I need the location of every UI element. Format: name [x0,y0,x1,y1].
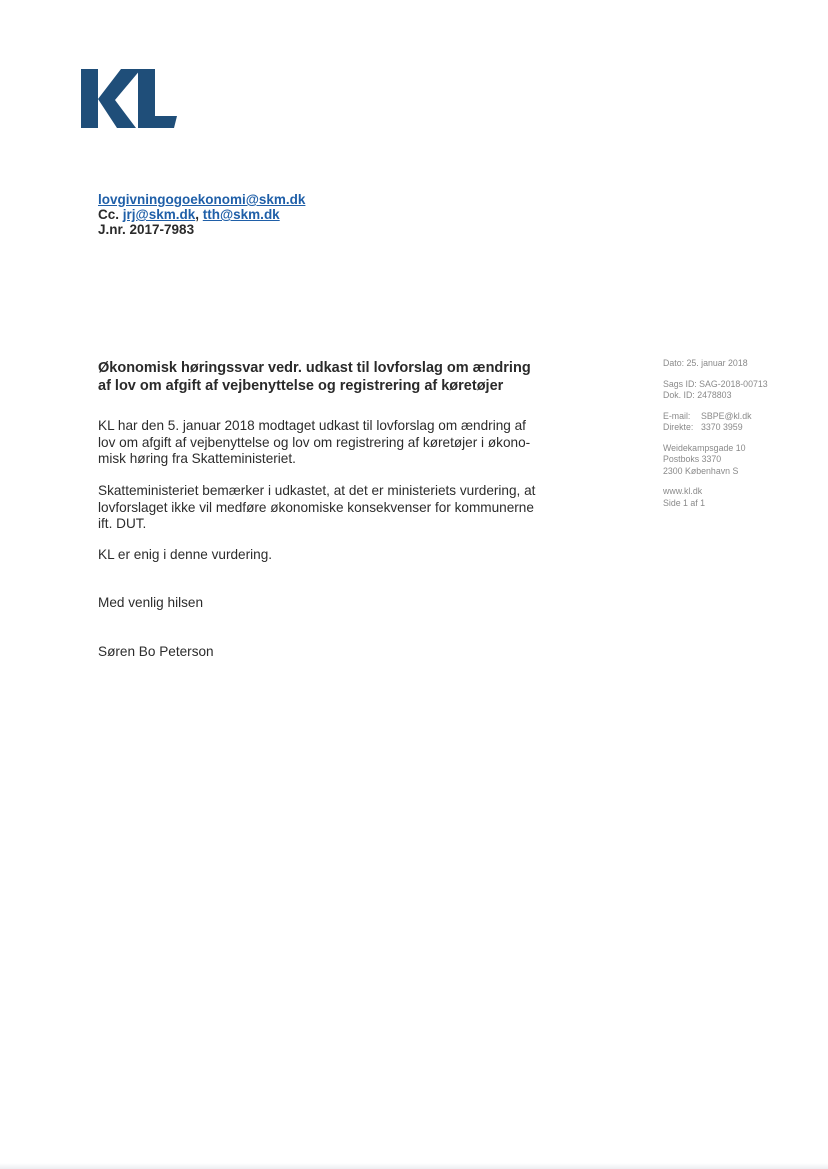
sidebar-address-block [663,443,813,478]
sidebar-address-1: Weidekampsgade 10 [663,442,746,453]
closing-greeting: Med venlig hilsen [98,595,204,610]
kl-logo-mark [81,69,181,129]
p1-line-2: lov om afgift af vejbenyttelse og lov om registrering af køretøjer i økono- [98,434,531,450]
journal-number: J.nr. 2017-7983 [98,222,195,237]
cc-email-link-2[interactable]: tth@skm.dk [202,207,280,222]
p1-line-1: KL har den 5. januar 2018 modtaget udkast til lovforslag om ændring af [98,418,526,433]
sidebar-dok-id: Dok. ID: 2478803 [663,390,732,400]
body-paragraph-1 [98,418,558,468]
cc-label: Cc. [98,207,120,222]
recipient-email-line [98,192,305,207]
sidebar-ids-block [663,379,813,402]
p1-line-3: misk høring fra Skatteministeriet. [98,451,296,466]
cc-email-link-1[interactable]: jrj@skm.dk [122,207,196,222]
title-line-2: af lov om afgift af vejbenyttelse og registrering af køretøjer [98,378,504,394]
sidebar-website[interactable]: www.kl.dk [663,486,703,496]
letter-sidebar [663,358,813,518]
body-paragraph-3: KL er enig i denne vurdering. [98,547,273,562]
p2-line-2: lovforslaget ikke vil medføre økonomiske konsekvenser for kommunerne [98,499,534,515]
recipient-block [98,192,305,237]
sidebar-direct-row [663,422,813,434]
p2-line-3: ift. DUT. [98,516,147,531]
sidebar-contact-block [663,411,813,434]
letter-title [98,359,578,395]
p2-line-1: Skatteministeriet bemærker i udkastet, at det er ministeriets vurdering, at [98,483,536,498]
sidebar-direct-value: 3370 3959 [701,422,743,432]
sidebar-email-row [663,411,813,423]
sidebar-page-number: Side 1 af 1 [663,497,706,508]
sidebar-email-label: E-mail: [663,410,691,421]
sidebar-date-block [663,358,813,370]
sidebar-sags-id: Sags ID: SAG-2018-00713 [663,378,768,389]
cc-separator: , [195,207,199,222]
scan-bottom-edge [0,1163,828,1169]
recipient-email-link[interactable]: lovgivningogoekonomi@skm.dk [98,192,306,207]
cc-line [98,207,305,222]
sidebar-address-2: Postboks 3370 [663,454,722,464]
sidebar-direct-label: Direkte: [663,422,694,432]
sidebar-date: Dato: 25. januar 2018 [663,358,748,368]
sidebar-address-3: 2300 København S [663,465,739,476]
body-paragraph-2 [98,483,558,533]
signature-name: Søren Bo Peterson [98,644,214,659]
sidebar-web-block [663,486,813,509]
kl-logo [81,69,181,129]
title-line-1: Økonomisk høringssvar vedr. udkast til lovforslag om ændring [98,360,531,376]
sidebar-email-value[interactable]: SBPE@kl.dk [701,410,752,421]
